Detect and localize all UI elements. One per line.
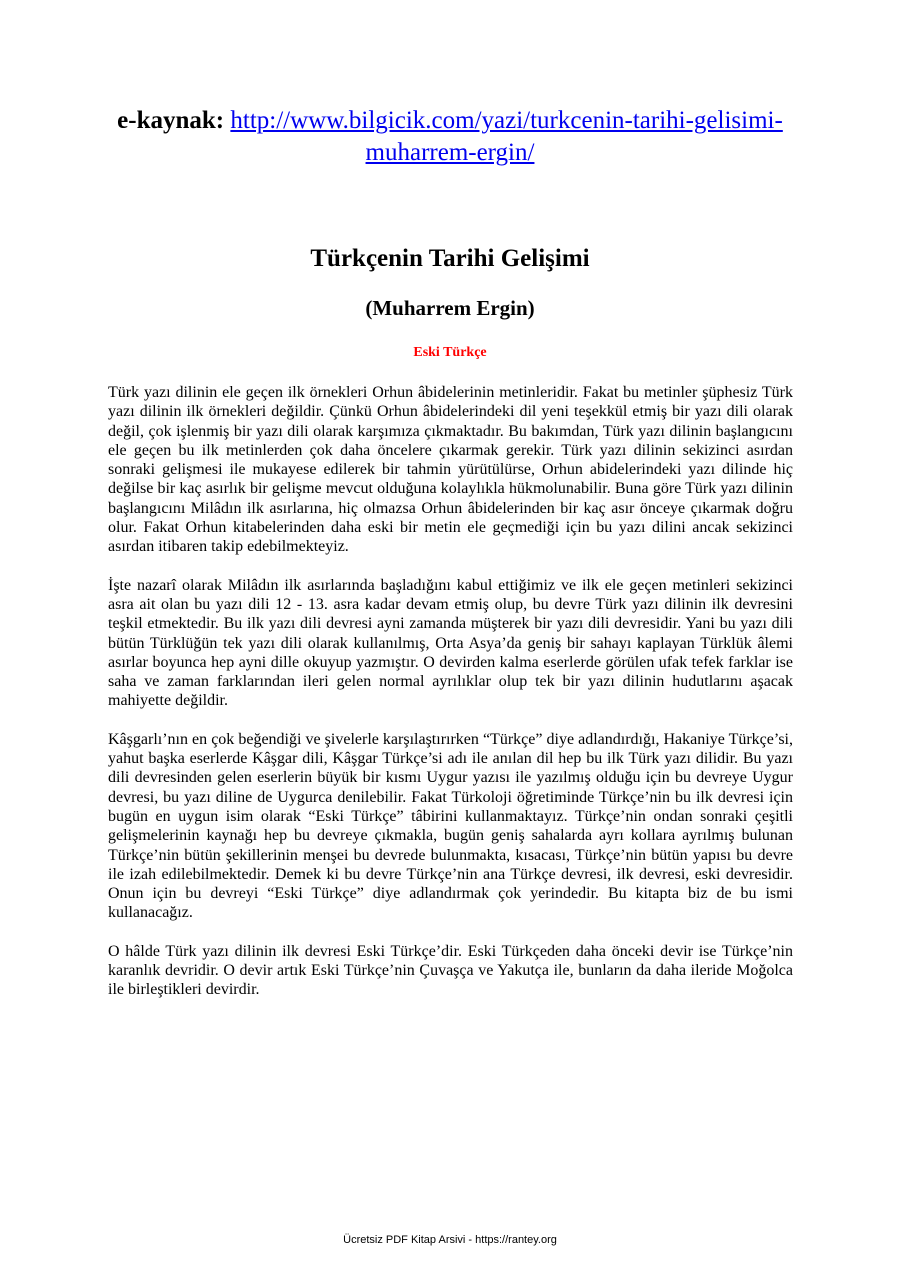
paragraph: İşte nazarî olarak Milâdın ilk asırlarında başladığını kabul ettiğimiz ve ilk ele geçen metinleri sekizinci asra ait olan bu yazı dili 12 - 13. asra kadar devam etmiş olup, bu devre Türk yazı dilinin ilk devresini teşkil etmektedir. Bu ilk yazı dili devresi ayni zamanda müşterek bir yazı dili devresidir. Yani bu yazı dili bütün Türklüğün tek yazı dili olarak kullanılmış, Orta Asya’da geniş bir sahayı kaplayan Türklük âlemi asırlar boyunca hep ayni dille okuyup yazmıştır. O devirden kalma eserlerde görülen ufak tefek farklar ise saha ve zaman farklarından ileri gelen normal ayrılıklar olup tek bir yazı dilinin hudutlarını aşacak mahiyette değildir. (108, 576, 793, 710)
paragraph: Kâşgarlı’nın en çok beğendiği ve şivelerle karşılaştırırken “Türkçe” diye adlandırdığı, Hakaniye Türkçe’si, yahut başka eserlerde Kâşgar dili, Kâşgar Türkçe’si adı ile anılan dil hep bu ilk Türk yazı dilidir. Bu yazı dili devresinden gelen eserlerin büyük bir kısmı Uygur yazısı ile yazılmış olduğu için bu devreye Uygur devresi, bu yazı diline de Uygurca denilebilir. Fakat Türkoloji öğretiminde Türkçe’nin bu ilk devresi için bugün en uygun isim olarak “Eski Türkçe” tâbirini kullanmaktayız. Türkçe’nin ondan sonraki çeşitli gelişmelerinin kaynağı hep bu devreye çıkmakla, bugün geniş sahalarda ayrı kollara ayrılmış bulunan Türkçe’nin bütün şekillerinin menşei bu devrede bulunmakta, kısacası, Türkçe’nin bütün yapısı bu devre ile izah edilebilmektedir. Demek ki bu devre Türkçe’nin ana Türkçe devresi, ilk devresi, eski devresidir. Onun için bu devreyi “Eski Türkçe” diye adlandırmak çok yerindedir. Bu kitapta biz de bu ismi kullanacağız. (108, 730, 793, 922)
document-author: (Muharrem Ergin) (365, 296, 535, 320)
page-footer: Ücretsiz PDF Kitap Arsivi - https://rantey.org (343, 1234, 557, 1246)
document-title: Türkçenin Tarihi Gelişimi (310, 245, 590, 272)
source-reference (100, 105, 800, 169)
paragraph: Türk yazı dilinin ele geçen ilk örnekleri Orhun âbidelerinin metinleridir. Fakat bu metinler şüphesiz Türk yazı dilinin ilk örnekleri değildir. Çünkü Orhun âbidelerindeki dil yeni teşekkül etmiş bir yazı dili olarak değil, çok işlenmiş bir yazı dili olarak karşımıza çıkmaktadır. Bu bakımdan, Türk yazı dilinin başlangıcını ele geçen bu ilk metinlerden çok daha öncelere çıkarmak gerekir. Türk yazı dilinin sekizinci asırdan sonraki gelişmesi ile mukayese edilerek bir tahmin yürütülürse, Orhun abidelerindeki yazı dilinde hiç değilse bir kaç asırlık bir gelişme mevcut olduğuna kolaylıkla hükmolunabilir. Buna göre Türk yazı dilinin başlangıcını Milâdın ilk asırlarına, hiç olmazsa Orhun âbidelerinden bir kaç asır önceye çıkarmak doğru olur. Fakat Orhun kitabelerinden daha eski bir metin ele geçmediği için bu yazı dilini ancak sekizinci asırdan itibaren takip edebilmekteyiz. (108, 384, 793, 556)
source-label: e-kaynak: (117, 107, 225, 134)
paragraph: O hâlde Türk yazı dilinin ilk devresi Eski Türkçe’dir. Eski Türkçeden daha önceki devir ise Türkçe’nin karanlık devridir. O devir artık Eski Türkçe’nin Çuvaşça ve Yakutça ile, bunların da daha ileride Moğolca ile birleştikleri devirdir. (108, 942, 793, 999)
section-heading: Eski Türkçe (413, 345, 487, 360)
source-link[interactable]: http://www.bilgicik.com/yazi/turkcenin-tarihi-gelisimi-muharrem-ergin/ (230, 107, 783, 166)
body-text (108, 383, 793, 1019)
